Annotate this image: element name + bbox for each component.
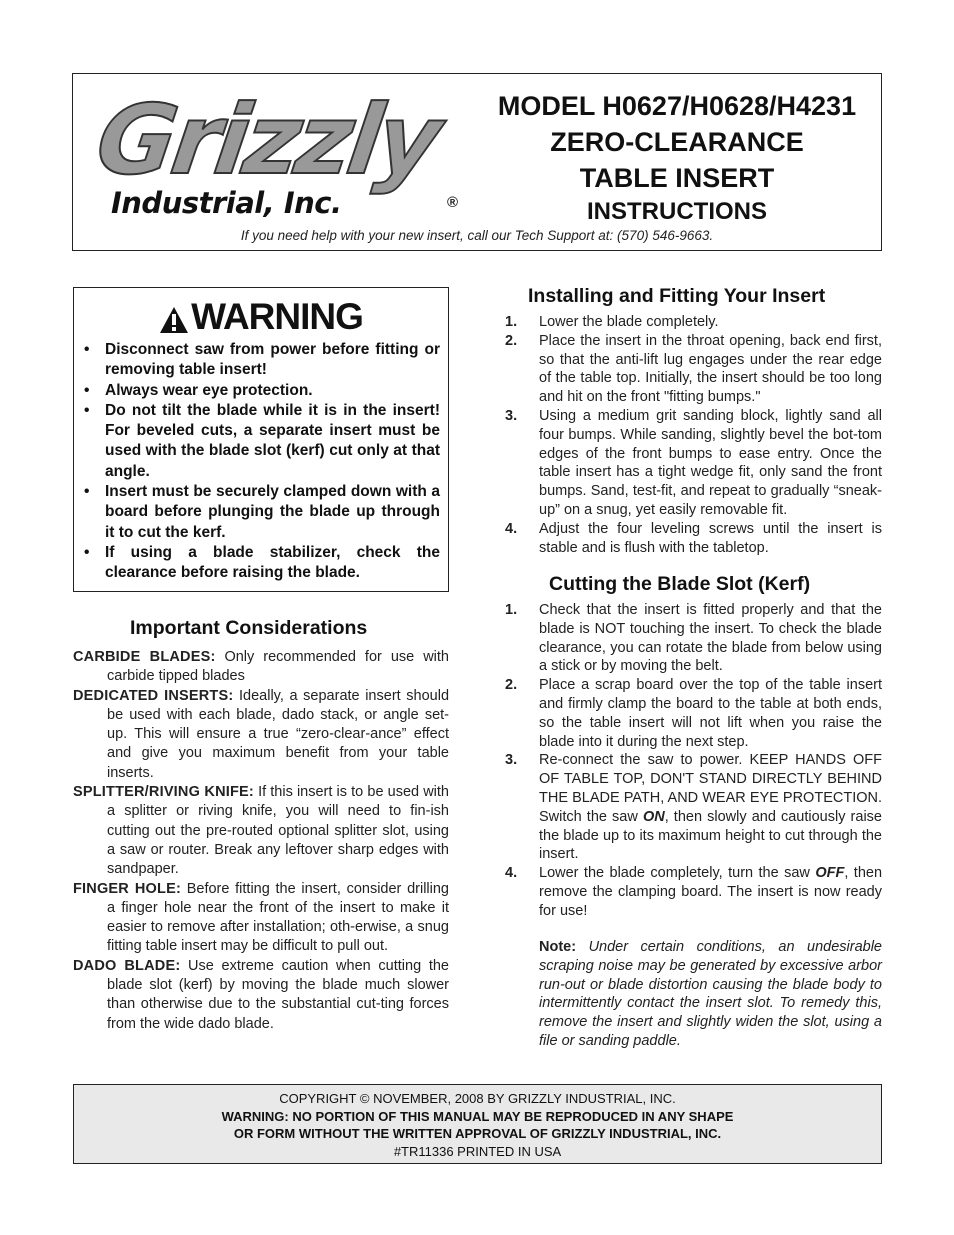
step-text: Lower the blade completely. [539,314,719,330]
consideration-label: FINGER HOLE: [73,880,181,897]
reproduction-warning-line2: OR FORM WITHOUT THE WRITTEN APPROVAL OF GRIZZLY INDUSTRIAL, INC. [233,1126,722,1141]
tech-support-line: If you need help with your new insert, call our Tech Support at: (570) 546-9663. [240,228,714,243]
copyright-line: COPYRIGHT © NOVEMBER, 2008 BY GRIZZLY INDUSTRIAL, INC. [279,1091,676,1106]
consideration-text: Ideally, a separate insert should be used with each blade, dado stack, or angle set-up. This will ensure a true “zero-clear-ance” effect and give you maximum benefit from your table inserts. [107,687,450,781]
step-text-post: , then slowly and cautiously raise the blade up to its maximum height to cut through the insert. [539,808,882,863]
cutting-step [505,601,882,676]
consideration-text: Only recommended for use with carbide tipped blades [107,649,449,685]
consideration-text: If this insert is to be used with a splitter or riving knife, you will need to fin-ish cutting out the pre-routed optional splitter slot, using a saw or router. Break any leftover sharp edges with sandpaper. [107,784,449,878]
step-number: 4. [505,865,518,882]
step-number: 1. [505,314,518,330]
warning-triangle-icon [159,306,189,334]
warning-item: • Insert must be securely clamped down with a board before plunging the blade up through it to cut the kerf. [82,482,440,543]
consideration-text: Before fitting the insert, consider drilling a finger hole near the front of the insert to make it easier to remove after installation; oth-erwise, a snug fitting table insert may be difficult to pull out. [107,880,449,955]
step-text: Check that the insert is fitted properly and that the blade is NOT touching the insert. To check the blade clearance, you can rotate the blade from below using a stick or by moving the belt. [539,602,882,675]
print-id-line: #TR11336 PRINTED IN USA [393,1143,562,1159]
step-text-post: , then remove the clamping board. The insert is now ready for use! [539,865,883,919]
consideration-item [73,687,449,783]
step-number: 1. [505,602,518,618]
consideration-label: DADO BLADE: [73,957,181,974]
step-number: 3. [505,407,518,424]
cutting-step [505,676,882,751]
reproduction-warning-line1: WARNING: NO PORTION OF THIS MANUAL MAY BE REPRODUCED IN ANY SHAPE [221,1108,734,1124]
cutting-steps [505,601,882,921]
step-text-pre: Lower the blade completely, turn the saw [539,865,816,882]
title-instructions: INSTRUCTIONS [587,198,767,225]
consideration-item [73,957,449,1034]
warning-item: • Do not tilt the blade while it is in the insert! For beveled cuts, a separate insert must be used with the blade slot (kerf) cut only at that angle. [82,401,440,482]
consideration-label: SPLITTER/RIVING KNIFE: [73,784,254,801]
consideration-item [73,783,449,879]
installing-step [505,313,882,332]
title-model: MODEL H0627/H0628/H4231 [497,91,857,121]
note-text: Under certain conditions, an undesirable scraping noise may be generated by excessive arbor run-out or blade distortion causing the blade body to intermittently contact the insert slot. To remedy this, remove the insert and slightly widen the slot, using a file or sanding paddle. [539,939,882,1049]
consideration-text: Use extreme caution when cutting the blade slot (kerf) by moving the blade much slower than otherwise due to the substantial cut-ting forces from the wide dado blade. [107,957,449,1032]
considerations-heading: Important Considerations [130,617,368,639]
warning-item: • Disconnect saw from power before fitting or removing table insert! [82,340,440,381]
registered-mark: ® [447,194,459,211]
note-paragraph [539,938,882,1051]
step-text: Using a medium grit sanding block, lightly sand all four bumps. While sanding, slightly bevel the bot-tom edges of the front bumps to ease entry. Once the table insert has a tight wedge fit, only sand the front bumps. Sand, test-fit, and repeat to gradually “sneak-up” on a snug, yet easily removable fit. [539,407,882,518]
cutting-step [505,751,882,864]
step-emphasis-on: ON [642,808,665,825]
note-label: Note: [539,939,577,955]
step-number: 4. [505,520,518,537]
consideration-item [73,880,449,957]
warning-item: • If using a blade stabilizer, check the clearance before raising the blade. [82,543,440,584]
title-zero-clearance: ZERO-CLEARANCE [550,127,804,157]
header-box [72,73,882,251]
step-emphasis-off: OFF [815,865,845,882]
step-text: Place the insert in the throat opening, back end first, so that the anti-lift lug engages under the rear edge of the table top. Initially, the insert should be too long and hit on the front "fitting bumps." [539,332,882,406]
cutting-heading: Cutting the Blade Slot (Kerf) [549,573,811,595]
warning-heading [74,296,448,338]
document-title [477,88,877,228]
logo-wordmark: Grizzly [90,84,445,196]
considerations-list [73,648,449,1034]
installing-step [505,407,882,520]
installing-steps [505,313,882,557]
step-number: 2. [505,677,518,694]
consideration-label: CARBIDE BLADES: [73,649,216,665]
step-number: 2. [505,332,518,349]
installing-step [505,332,882,407]
warning-box [73,287,449,592]
cutting-step [505,864,882,920]
warning-item: • Always wear eye protection. [82,381,440,401]
title-table-insert: TABLE INSERT [579,163,775,193]
warning-heading-text: WARNING [191,296,363,337]
step-number: 3. [505,752,518,769]
consideration-label: DEDICATED INSERTS: [73,687,234,704]
copyright-box [73,1084,882,1164]
step-text-pre: Re-connect the saw to power. KEEP HANDS OFF OF TABLE TOP, DON'T STAND DIRECTLY BEHIND THE BLADE PATH, AND WEAR EYE PROTECTION. Switch the saw [539,752,882,825]
installing-heading: Installing and Fitting Your Insert [528,285,826,307]
step-text: Place a scrap board over the top of the table insert and firmly clamp the board to the table at both ends, so the table insert will not lift when you raise the blade into it during the next step. [539,677,882,750]
grizzly-logo [90,84,473,232]
warning-list [82,340,440,584]
step-text: Adjust the four leveling screws until the insert is stable and is flush with the tabletop. [539,520,882,556]
logo-subtitle: Industrial, Inc. [111,186,342,220]
consideration-item [73,648,449,687]
installing-step [505,520,882,558]
